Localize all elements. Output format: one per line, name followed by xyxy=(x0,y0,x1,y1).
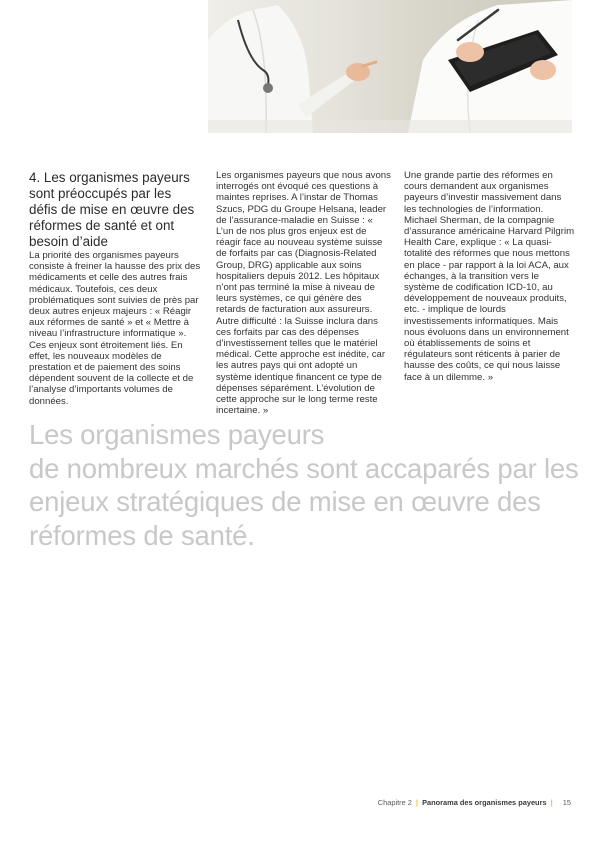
column-3 xyxy=(404,170,576,383)
pull-quote xyxy=(29,418,589,552)
column-3-paragraph: Une grande partie des réformes en cours demandent aux organismes payeurs d’investir massivement dans les technologies de l’information. Michael Sherman, de la compagnie d’assurance américaine Harvard Pilgrim Health Care, explique : « La quasi-totalité des réformes que nous mettons en place - par rapport à la loi ACA, aux échanges, à la transition vers le système de codification ICD-10, au développement de nouveaux produits, etc. - implique de lourds investissements informatiques. Mais nous évoluons dans un environnement où établissements de soins et régulateurs sont réticents à parier de hausse des coûts, ce qui nous laisse face à un dilemme. » xyxy=(404,170,575,383)
footer-title: Panorama des organismes payeurs xyxy=(422,798,547,807)
column-1-paragraph: La priorité des organismes payeurs consiste à freiner la hausse des prix des médicaments et celle des autres frais médicaux. Toutefois, ces deux problématiques sont suivies de près par deux autres enjeux majeurs : « Réagir aux réformes de santé » et « Mettre à niveau l’infrastructure informatique ». Ces enjeux sont étroitement liés. En effet, les nouveaux modèles de prestation et de paiement des soins dépendent souvent de la collecte et de l’analyse d’importants volumes de données. xyxy=(29,250,201,407)
page-footer xyxy=(378,798,571,807)
pull-quote-line: enjeux stratégiques de mise en œuvre des xyxy=(29,486,541,517)
column-1 xyxy=(29,170,203,407)
column-2-paragraph: Les organismes payeurs que nous avons interrogés ont évoqué ces questions à maintes reprises. A l’instar de Thomas Szucs, PDG du Groupe Helsana, leader de l’assurance-maladie en Suisse : « L’un de nos plus gros enjeux est de réagir face au nouveau système suisse de forfaits par cas (Diagnosis-Related Group, DRG) applicable aux soins hospitaliers depuis 2012. Les hôpitaux n’ont pas terminé la mise à niveau de leurs systèmes, ce qui génère des retards de facturation aux assureurs. Autre difficulté : la Suisse inclura dans ces forfaits par cas des dépenses d’investissement telles que le matériel médical. Cette approche est inédite, car les autres pays qui ont adopté un système identique financent ce type de dépenses séparément. L’évolution de cette approche sur le long terme reste incertaine. » xyxy=(216,170,391,417)
footer-separator: | xyxy=(415,798,419,807)
footer-chapter: Chapitre 2 xyxy=(377,798,412,807)
pull-quote-line: réformes de santé. xyxy=(29,519,255,551)
doctors-illustration xyxy=(208,0,572,133)
pull-quote-line: Les organismes payeurs xyxy=(29,419,325,450)
pull-quote-line: de nombreux marchés sont accaparés par les xyxy=(29,452,579,484)
footer-separator: | xyxy=(550,798,553,807)
header-photo xyxy=(208,0,572,133)
column-2 xyxy=(216,170,391,416)
page-number: 15 xyxy=(562,798,571,807)
section-number: 4. xyxy=(29,170,41,185)
section-heading xyxy=(29,170,203,250)
section-heading-text: Les organismes payeurs sont préoccupés par les défis de mise en œuvre des réformes de santé et ont besoin d’aide xyxy=(29,170,195,249)
